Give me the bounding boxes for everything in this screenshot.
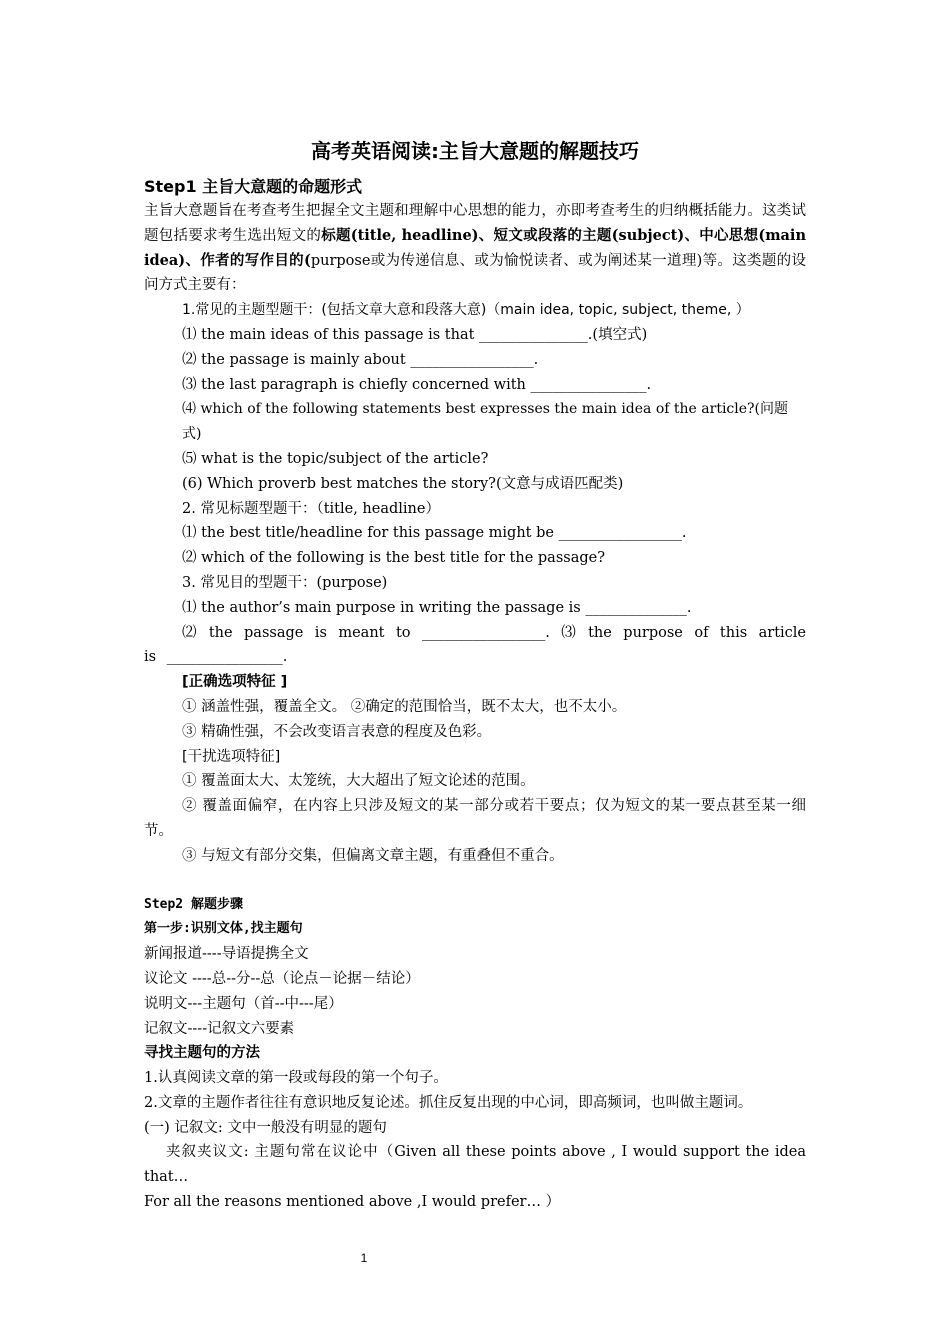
correct-option-item: ① 涵盖性强，覆盖全文。 ②确定的范围恰当，既不太大，也不太小。 [182,698,627,715]
q1-item: ⑷ which of the following statements best expresses the main idea of the article?(问题式) [182,401,788,443]
step1-intro [144,199,806,298]
method-item: 2.文章的主题作者往往有意识地反复论述。抓住反复出现的中心词，即高频词，也叫做主题词。 [144,1094,753,1111]
q1-item: ⑶ the last paragraph is chiefly concerned with ________________. [182,376,652,393]
page-footer [0,1247,950,1266]
step1-heading: Step1 主旨大意题的命题形式 [144,177,363,196]
correct-options-heading: [正确选项特征 ] [182,674,288,691]
distractor-item: ③ 与短文有部分交集，但偏离文章主题，有重叠但不重合。 [182,847,564,864]
distractor-item: ② 覆盖面偏窄，在内容上只涉及短文的某一部分或若干要点；仅为短文的某一要点甚至某一细节。 [144,798,806,839]
q3-item: ⑴ the author’s main purpose in writing the passage is ______________. [182,599,692,616]
section-gap [144,869,806,893]
step2-sub2: 寻找主题句的方法 [144,1045,260,1062]
document-title: 高考英语阅读:主旨大意题的解题技巧 [311,139,639,163]
genre-item: 说明文---主题句（首--中---尾） [144,995,343,1012]
step2-heading: Step2 解题步骤 [144,896,243,912]
genre-item: 议论文 ----总--分--总（论点－论据－结论） [144,970,420,987]
narrative-note: (一) 记叙文: 文中一般没有明显的题句 [144,1119,387,1136]
step1-intro-bold: 标题(title, headline)、短文或段落的主题(subject)、中心思想(main idea)、作者的写作目的( [144,226,806,269]
distractor-item: ① 覆盖面太大、太笼统，大大超出了短文论述的范围。 [182,773,535,790]
q2-item: ⑵ which of the following is the best title for the passage? [182,550,605,567]
method-item: 1.认真阅读文章的第一段或每段的第一个句子。 [144,1070,448,1087]
q1-item: ⑵ the passage is mainly about _________________. [182,351,539,368]
step1-intro-a: 主旨大意题旨在考查考生把握全文主题和理解中心思想的能力，亦即考查考生的归纳概括能力。这类试题包括要求考生选出短文的 [144,203,806,244]
mixed-note: 夹叙夹议文: 主题句常在议论中（Given all these points above , I would support the idea that… [144,1144,806,1186]
q2-heading: 2. 常见标题型题干：（title, headline） [182,500,440,517]
page-content [144,134,806,1215]
q1-item: ⑸ what is the topic/subject of the article? [182,450,489,467]
q1-item: (6) Which proverb best matches the story?(文意与成语匹配类) [182,475,624,492]
q3-heading: 3. 常见目的型题干：(purpose) [182,574,388,591]
correct-option-item: ③ 精确性强，不会改变语言表意的程度及色彩。 [182,723,492,740]
mixed-note-end: For all the reasons mentioned above ,I would prefer… ） [144,1194,561,1211]
page-number: 1 [360,1251,368,1265]
q1-heading: 1.常见的主题型题干：(包括文章大意和段落大意)（main idea, topic, subject, theme, ） [182,302,750,319]
step2-sub1: 第一步:识别文体,找主题句 [144,921,303,937]
q1-item: ⑴ the main ideas of this passage is that _______________.(填空式) [182,326,648,343]
q2-item: ⑴ the best title/headline for this passage might be _________________. [182,525,687,542]
genre-item: 记叙文----记叙文六要素 [144,1020,295,1037]
distractor-heading: [干扰选项特征] [182,748,281,765]
q3-item: ⑵ the passage is meant to _________________. ⑶ the purpose of this article is ________________. [144,624,806,666]
genre-item: 新闻报道----导语提携全文 [144,946,309,963]
step1-intro-b: purpose或为传递信息、或为愉悦读者、或为阐述某一道理)等。这类题的设问方式主要有： [144,252,806,294]
